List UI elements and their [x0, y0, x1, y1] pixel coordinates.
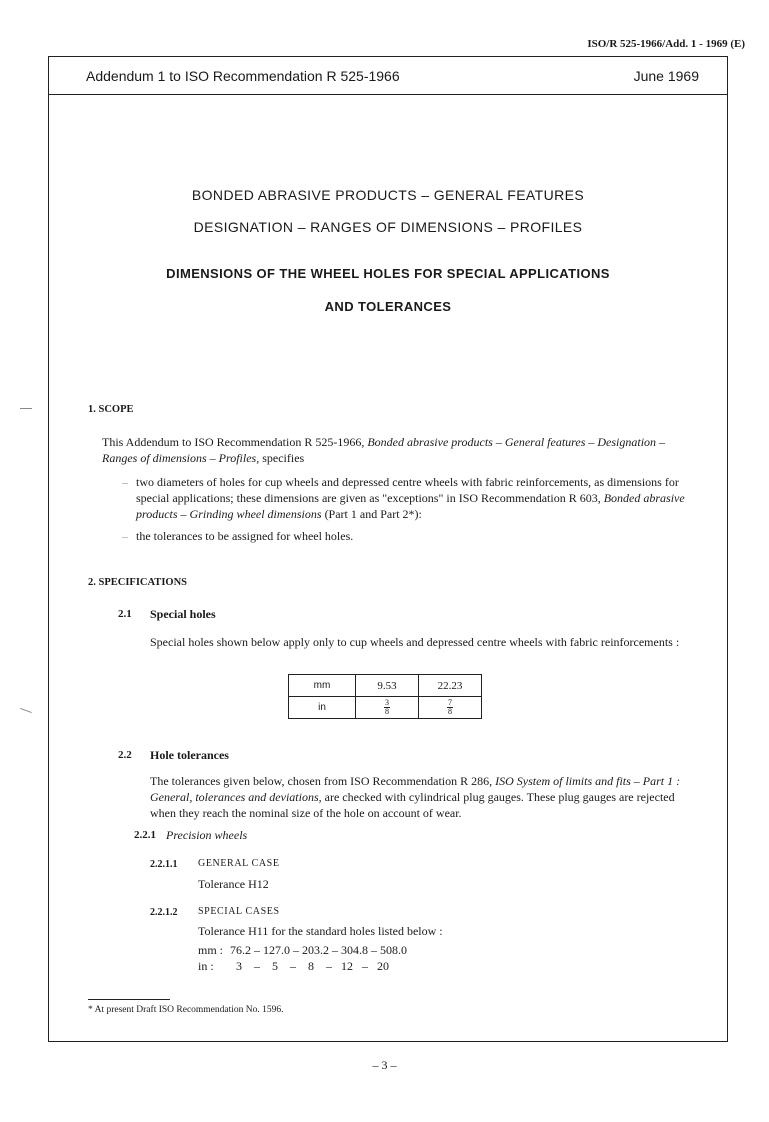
general-case-tolerance: Tolerance H12 [198, 877, 269, 891]
subsection-number: 2.2.1 [134, 829, 156, 841]
table-row [289, 697, 482, 719]
scope-intro-text: This Addendum to ISO Recommendation R 525-1966, [102, 435, 365, 449]
clause-number: 2.2.1.1 [150, 859, 178, 870]
scope-bullet [122, 528, 696, 544]
bullet-text: two diameters of holes for cup wheels and depressed centre wheels with fabric reinforcements, as dimensions for special applications; these dimensions are given as "exceptions" in ISO Recommendation R 603, [136, 475, 679, 505]
margin-mark [20, 408, 32, 409]
fraction [384, 699, 390, 716]
special-holes-paragraph: Special holes shown below apply only to cup wheels and depressed centre wheels with fabric reinforcements : [150, 635, 680, 649]
subsection-title-hole-tolerances: Hole tolerances [150, 748, 229, 762]
subtitle-line-2: AND TOLERANCES [324, 299, 452, 314]
table-cell-value: 9.53 [356, 675, 419, 697]
clause-number: 2.2.1.2 [150, 907, 178, 918]
subtitle-line-1: DIMENSIONS OF THE WHEEL HOLES FOR SPECIAL APPLICATIONS [166, 266, 610, 281]
special-holes-table [288, 674, 482, 719]
table-row [289, 675, 482, 697]
page-frame [48, 56, 728, 1042]
sizes-mm-values: 76.2 – 127.0 – 203.2 – 304.8 – 508.0 [230, 943, 407, 957]
bullet-text: the tolerances to be assigned for wheel holes. [136, 529, 354, 543]
scope-intro-text-end: specifies [262, 451, 305, 465]
main-title-line-1: BONDED ABRASIVE PRODUCTS – GENERAL FEATURES [191, 187, 585, 203]
subsection-title-special-holes: Special holes [150, 607, 216, 621]
section-heading-scope: 1. SCOPE [88, 404, 134, 415]
subsection-number: 2.1 [118, 608, 132, 620]
bullet-dash: – [122, 475, 128, 489]
subsection-number: 2.2 [118, 749, 132, 761]
bullet-dash: – [122, 529, 128, 543]
paragraph-italic: ISO System of limits and fits – Part 1 : General, tolerances and deviations, [150, 774, 681, 804]
sizes-mm-unit: mm : [198, 943, 224, 957]
fraction [447, 699, 453, 716]
clause-title-special-cases: SPECIAL CASES [198, 906, 280, 917]
sizes-in-values: 3 – 5 – 8 – 12 – 20 [230, 959, 389, 973]
paragraph-text-end: are checked with cylindrical plug gauges. These plug gauges are rejected when they reach the nominal size of the hole on account of wear. [150, 790, 675, 820]
hole-tolerances-paragraph [150, 773, 696, 821]
fraction-denominator: 8 [448, 707, 452, 716]
fraction-denominator: 8 [385, 707, 389, 716]
paragraph-text: The tolerances given below, chosen from ISO Recommendation R 286, [150, 774, 493, 788]
section-heading-specifications: 2. SPECIFICATIONS [88, 577, 187, 588]
footnote-divider [88, 999, 170, 1000]
table-cell-value: 22.23 [419, 675, 482, 697]
table-cell-fraction [356, 697, 419, 719]
special-cases-tolerance: Tolerance H11 for the standard holes listed below : [198, 924, 443, 938]
bullet-italic: Bonded abrasive products – Grinding wheel dimensions [136, 491, 685, 521]
page-number: – 3 – [372, 1058, 397, 1072]
addendum-title: Addendum 1 to ISO Recommendation R 525-1966 [86, 68, 400, 84]
table-cell-unit: in [289, 697, 356, 719]
table-cell-fraction [419, 697, 482, 719]
fraction-numerator: 7 [448, 698, 452, 707]
clause-title-general-case: GENERAL CASE [198, 858, 280, 869]
scope-intro-italic: Bonded abrasive products – General features – Designation – Ranges of dimensions – Profiles, [102, 435, 666, 465]
header-divider [48, 94, 728, 95]
margin-mark [20, 708, 32, 713]
sizes-in-unit: in : [198, 959, 214, 973]
footnote: * At present Draft ISO Recommendation No. 1596. [88, 1005, 284, 1015]
scope-bullet [122, 474, 696, 522]
scope-paragraph [102, 434, 692, 466]
fraction-numerator: 3 [385, 698, 389, 707]
addendum-date: June 1969 [633, 68, 699, 84]
main-title-line-2: DESIGNATION – RANGES OF DIMENSIONS – PROFILES [193, 219, 583, 235]
bullet-text-end: (Part 1 and Part 2*): [324, 507, 422, 521]
table-cell-unit: mm [289, 675, 356, 697]
document-reference: ISO/R 525-1966/Add. 1 - 1969 (E) [587, 38, 745, 50]
subsection-title-precision-wheels: Precision wheels [166, 828, 248, 842]
